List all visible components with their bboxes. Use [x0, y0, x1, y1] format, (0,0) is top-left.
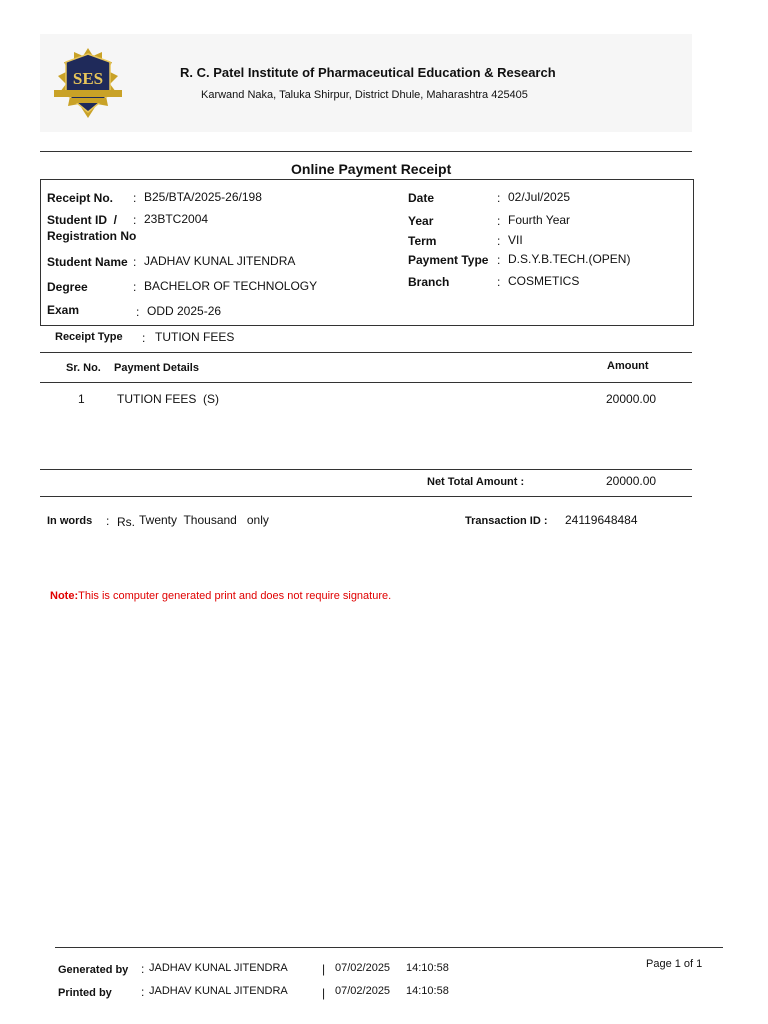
payment-type-label: Payment Type: [408, 253, 489, 267]
net-total-label: Net Total Amount :: [427, 476, 525, 488]
institute-logo: [50, 46, 126, 120]
exam-label: Exam: [47, 303, 80, 317]
colon: :: [497, 275, 501, 289]
degree-value: BACHELOR OF TECHNOLOGY: [144, 279, 318, 293]
in-words-prefix: Rs.: [117, 515, 135, 529]
student-id-label: Student ID /: [47, 213, 117, 227]
colon: :: [133, 255, 137, 269]
institute-address: Karwand Naka, Taluka Shirpur, District Dhule, Maharashtra 425405: [201, 89, 528, 101]
generated-time: 14:10:58: [406, 962, 449, 974]
amount-header: Amount: [607, 360, 649, 372]
receipt-type-label: Receipt Type: [55, 331, 123, 343]
in-words-value: Twenty Thousand only: [139, 513, 269, 527]
row-payment-details: TUTION FEES (S): [117, 392, 219, 406]
transaction-id-value: 24119648484: [565, 513, 638, 527]
logo-text: SES: [72, 69, 104, 88]
footer-divider: [55, 947, 723, 948]
colon: :: [133, 280, 137, 294]
colon: :: [133, 191, 137, 205]
generated-by-label: Generated by: [58, 964, 129, 976]
separator: |: [322, 986, 326, 1000]
note-text: This is computer generated print and does not require signature.: [78, 590, 392, 602]
term-value: VII: [508, 233, 523, 247]
colon: :: [106, 514, 110, 528]
degree-label: Degree: [47, 280, 88, 294]
payment-details-header: Payment Details: [114, 362, 199, 374]
colon: :: [497, 253, 501, 267]
year-label: Year: [408, 214, 434, 228]
receipt-type-value: TUTION FEES: [155, 330, 235, 344]
separator: |: [322, 962, 326, 976]
printed-by-label: Printed by: [58, 987, 112, 999]
registration-no-label: Registration No: [47, 229, 137, 243]
date-label: Date: [408, 191, 435, 205]
colon: :: [141, 985, 145, 999]
table-header-border: [40, 382, 692, 383]
colon: :: [142, 331, 146, 345]
table-top-border: [40, 352, 692, 353]
generated-date: 07/02/2025: [335, 962, 391, 974]
divider: [40, 496, 692, 497]
in-words-label: In words: [47, 515, 93, 527]
institute-header: [40, 34, 692, 132]
divider: [40, 151, 692, 152]
colon: :: [497, 214, 501, 228]
printed-time: 14:10:58: [406, 985, 449, 997]
payment-type-value: D.S.Y.B.TECH.(OPEN): [508, 252, 631, 266]
row-amount: 20000.00: [606, 392, 657, 406]
colon: :: [497, 191, 501, 205]
receipt-title: Online Payment Receipt: [291, 161, 452, 177]
colon: :: [141, 962, 145, 976]
colon: :: [136, 305, 140, 319]
branch-value: COSMETICS: [508, 274, 580, 288]
colon: :: [497, 234, 501, 248]
year-value: Fourth Year: [508, 213, 571, 227]
date-value: 02/Jul/2025: [508, 190, 571, 204]
net-total-value: 20000.00: [606, 474, 657, 488]
sr-no-header: Sr. No.: [66, 362, 101, 374]
term-label: Term: [408, 234, 437, 248]
printed-by-name: JADHAV KUNAL JITENDRA: [149, 985, 288, 997]
student-name-value: JADHAV KUNAL JITENDRA: [144, 254, 296, 268]
row-sr-no: 1: [78, 392, 85, 406]
receipt-no-value: B25/BTA/2025-26/198: [144, 190, 262, 204]
printed-date: 07/02/2025: [335, 985, 391, 997]
note: [50, 590, 391, 602]
student-name-label: Student Name: [47, 255, 128, 269]
institute-name: R. C. Patel Institute of Pharmaceutical Education & Research: [180, 65, 556, 80]
student-id-value: 23BTC2004: [144, 212, 209, 226]
exam-value: ODD 2025-26: [147, 304, 222, 318]
colon: :: [133, 213, 137, 227]
generated-by-name: JADHAV KUNAL JITENDRA: [149, 962, 288, 974]
receipt-no-label: Receipt No.: [47, 191, 114, 205]
table-bottom-border: [40, 469, 692, 470]
note-label: Note:: [50, 590, 79, 602]
transaction-id-label: Transaction ID :: [465, 515, 548, 527]
branch-label: Branch: [408, 275, 450, 289]
page-number: Page 1 of 1: [646, 958, 703, 970]
